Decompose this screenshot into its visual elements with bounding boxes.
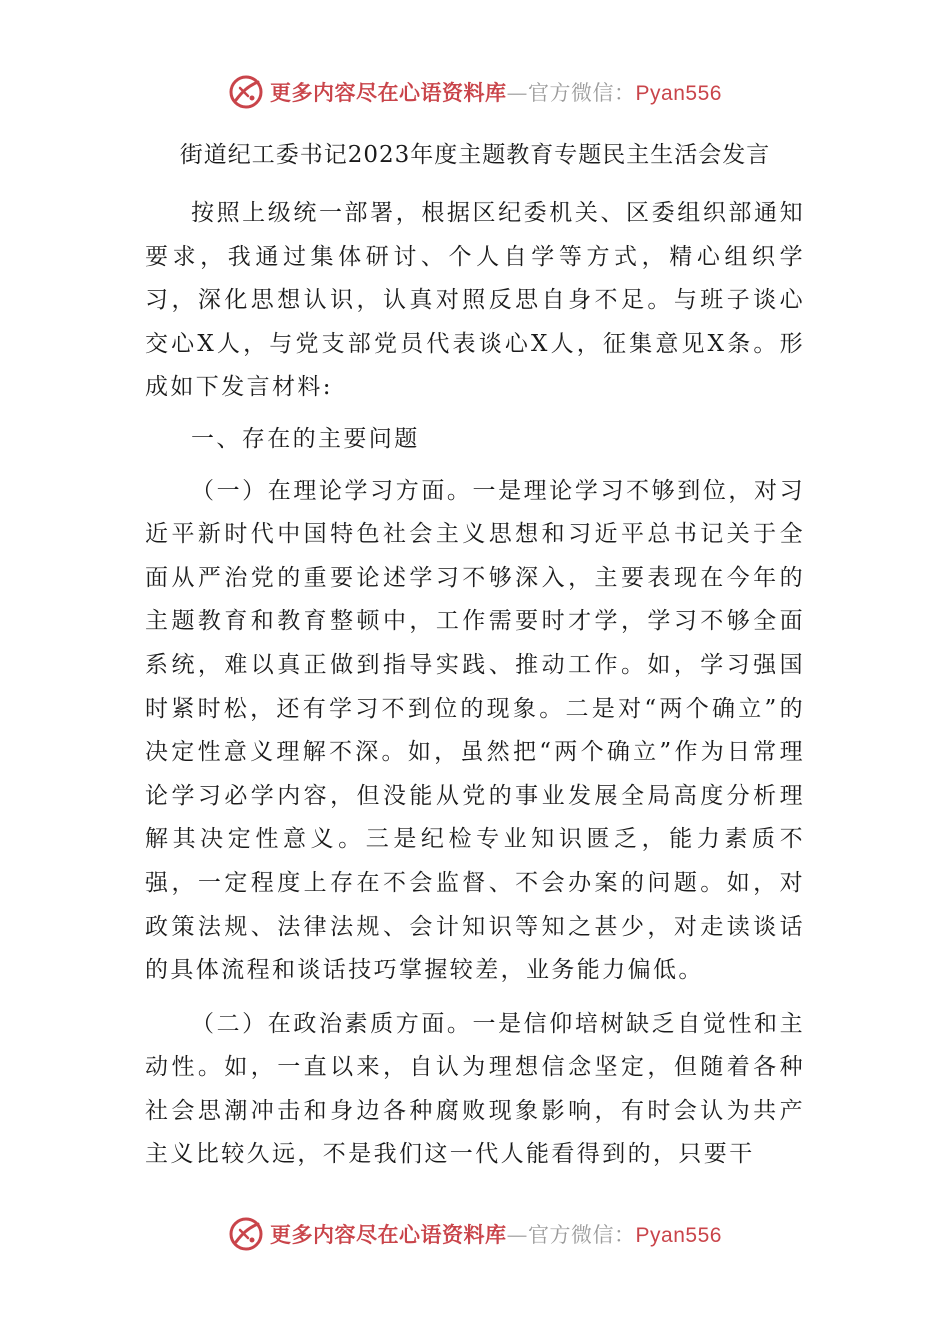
- watermark-text: 更多内容尽在心语资料库—官方微信：Pyan556: [270, 81, 722, 105]
- brand-logo-icon: [228, 74, 264, 110]
- watermark-text: 更多内容尽在心语资料库—官方微信：Pyan556: [270, 1223, 722, 1247]
- paragraph-theory-study: （一）在理论学习方面。一是理论学习不够到位，对习近平新时代中国特色社会主义思想和习近平总书记关于全面从严治党的重要论述学习不够深入，主要表现在今年的主题教育和教育整顿中，工作需要时才学，学习不够全面系统，难以真正做到指导实践、推动工作。如，学习强国时紧时松，还有学习不到位的现象。二是对“两个确立”的决定性意义理解不深。如，虽然把“两个确立”作为日常理论学习必学内容，但没能从党的事业发展全局高度分析理解其决定性意义。三是纪检专业知识匮乏，能力素质不强，一定程度上存在不会监督、不会办案的问题。如，对政策法规、法律法规、会计知识等知之甚少，对走读谈话的具体流程和谈话技巧掌握较差，业务能力偏低。: [145, 477, 805, 984]
- watermark-banner-bottom: [0, 1212, 950, 1256]
- brand-logo-icon: [228, 1216, 264, 1252]
- paragraph-gap: [145, 993, 805, 1003]
- document-title: 街道纪工委书记2023年度主题教育专题民主生活会发言: [179, 142, 771, 168]
- section-heading: 一、存在的主要问题: [191, 425, 420, 452]
- document-body: [145, 140, 805, 1177]
- paragraph-political-quality: （二）在政治素质方面。一是信仰培树缺乏自觉性和主动性。如，一直以来，自认为理想信念坚定，但随着各种社会思潮冲击和身边各种腐败现象影响，有时会认为共产主义比较久远，不是我们这一代人能看得到的，只要干: [145, 1010, 805, 1168]
- intro-paragraph: 按照上级统一部署，根据区纪委机关、区委组织部通知要求，我通过集体研讨、个人自学等方式，精心组织学习，深化思想认识，认真对照反思自身不足。与班子谈心交心X人，与党支部党员代表谈心X人，征集意见X条。形成如下发言材料:: [145, 200, 805, 401]
- watermark-banner-top: [0, 70, 950, 114]
